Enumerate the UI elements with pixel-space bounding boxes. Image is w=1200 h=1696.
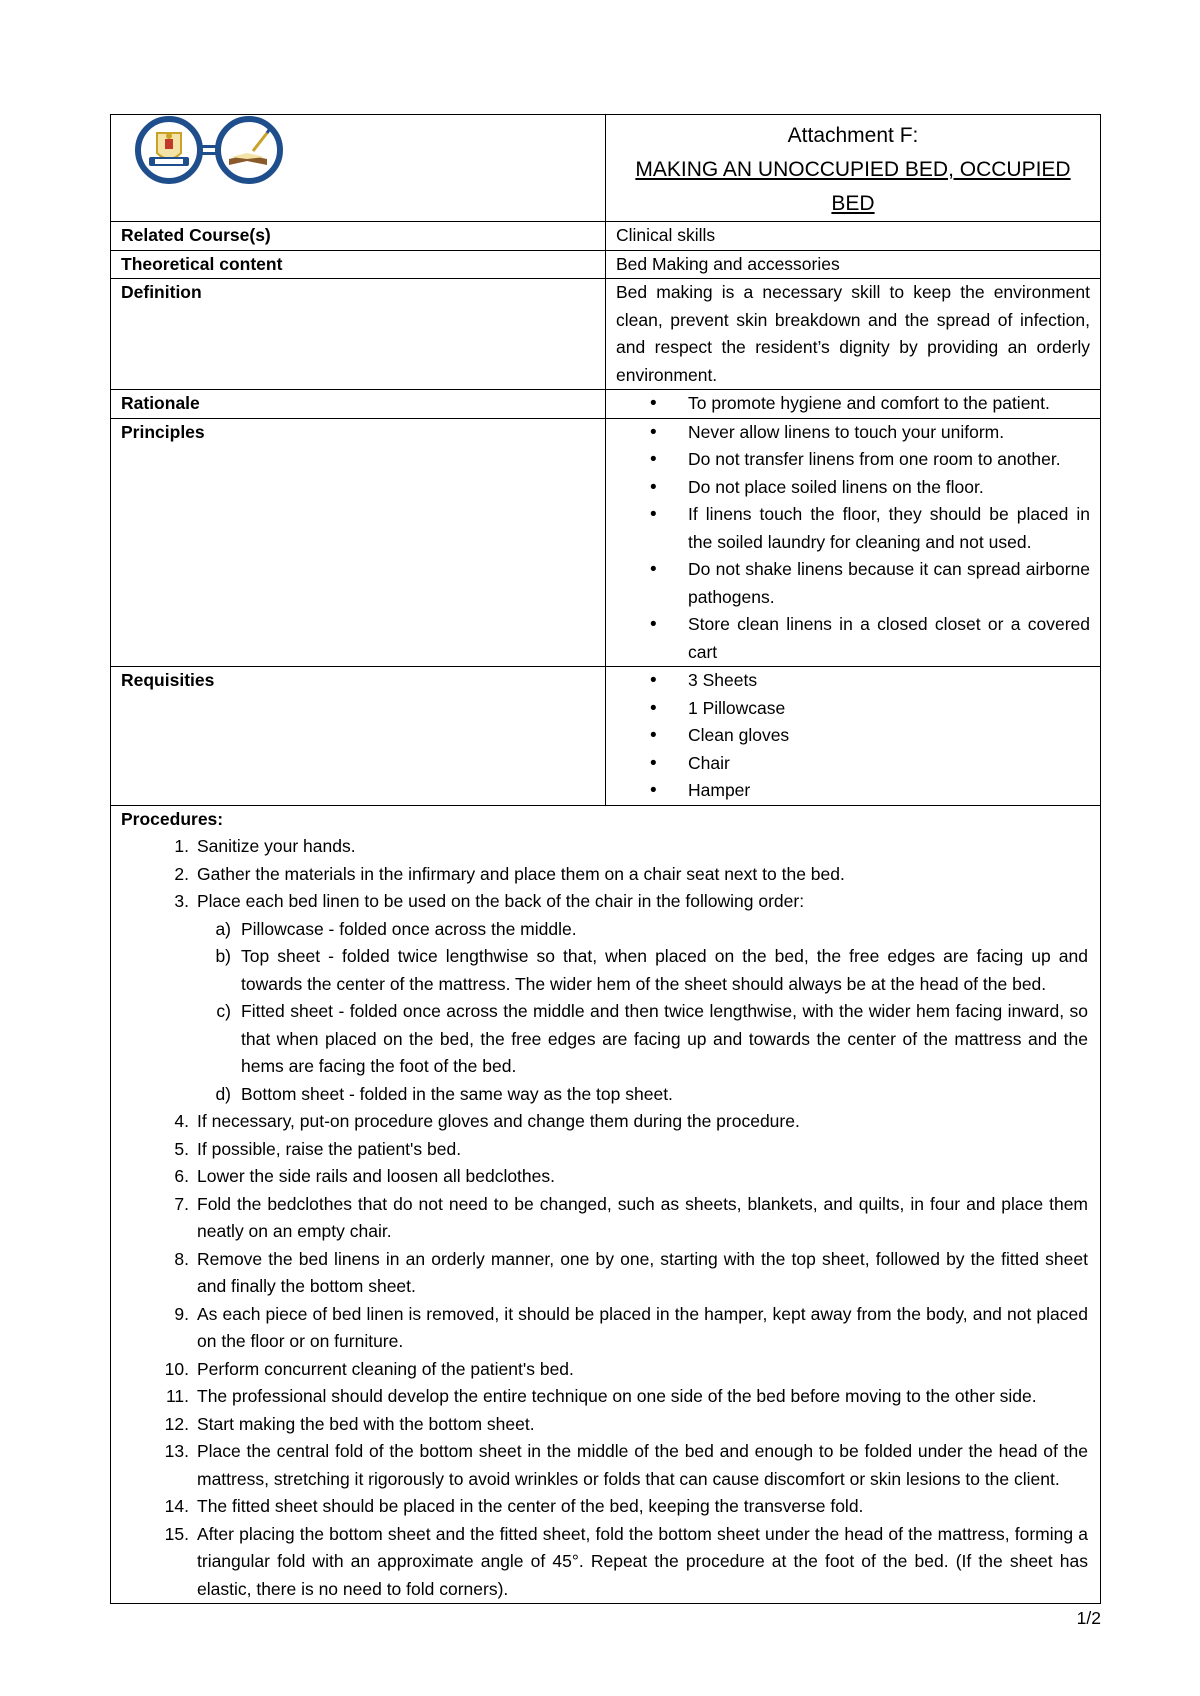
list-item: • Do not transfer linens from one room to another.	[650, 446, 1090, 474]
step-number: 13.	[164, 1441, 189, 1461]
step-number: 3.	[174, 891, 189, 911]
sub-step	[197, 998, 1088, 1081]
step-text: The fitted sheet should be placed in the center of the bed, keeping the transverse fold.	[197, 1496, 864, 1516]
step-number: 10.	[164, 1358, 189, 1379]
requisites-value	[606, 667, 1101, 806]
step-text: As each piece of bed linen is removed, it should be placed in the hamper, kept away from the body, and not placed on the floor or on furniture.	[197, 1303, 1088, 1351]
procedure-step	[121, 1493, 1088, 1521]
related-course-row	[111, 222, 1101, 251]
sub-step	[197, 916, 1088, 944]
definition-label: Definition	[111, 279, 606, 390]
requisites-list	[616, 667, 1090, 805]
list-item: • To promote hygiene and comfort to the patient.	[650, 390, 1090, 418]
procedure-step	[121, 1246, 1088, 1301]
logo-icon	[111, 115, 327, 186]
sub-step-text: Pillowcase - folded once across the middle.	[241, 918, 577, 939]
document-table	[110, 114, 1101, 1604]
step-number: 6.	[174, 1166, 189, 1186]
step-number: 2.	[174, 863, 189, 884]
list-item: • Do not place soiled linens on the floor.	[650, 474, 1090, 502]
related-course-value: Clinical skills	[606, 222, 1101, 251]
sub-step-letter: b)	[215, 946, 231, 966]
step-text: Lower the side rails and loosen all bedclothes.	[197, 1166, 555, 1186]
step-text: Start making the bed with the bottom sheet.	[197, 1413, 535, 1434]
step-text: Gather the materials in the infirmary and place them on a chair seat next to the bed.	[197, 863, 845, 884]
list-item: • Chair	[650, 750, 1090, 778]
procedure-step	[121, 1301, 1088, 1356]
step-number: 15.	[164, 1523, 189, 1544]
theoretical-content-value: Bed Making and accessories	[606, 250, 1101, 279]
list-item: • Never allow linens to touch your uniform.	[650, 419, 1090, 447]
sub-step-letter: a)	[215, 918, 231, 939]
definition-value: Bed making is a necessary skill to keep the environment clean, prevent skin breakdown and the spread of infection, and respect the resident’s dignity by providing an orderly environment.	[606, 279, 1101, 390]
sub-step-text: Top sheet - folded twice lengthwise so that, when placed on the bed, the free edges are facing up and towards the center of the mattress. The wider hem of the sheet should always be at the head of the bed.	[241, 946, 1088, 994]
title-cell	[606, 115, 1101, 222]
logo-cell	[111, 115, 606, 222]
list-item: • Clean gloves	[650, 722, 1090, 750]
procedure-step	[121, 1411, 1088, 1439]
header-row	[111, 115, 1101, 222]
procedure-step	[121, 1191, 1088, 1246]
procedure-step	[121, 1163, 1088, 1191]
health-emblem-logo	[138, 119, 200, 181]
rationale-row	[111, 390, 1101, 419]
principles-row	[111, 418, 1101, 667]
step-text: If possible, raise the patient's bed.	[197, 1138, 462, 1159]
list-item: • 1 Pillowcase	[650, 695, 1090, 723]
procedure-step	[121, 833, 1088, 861]
sub-step-letter: c)	[216, 1001, 231, 1021]
procedure-step	[121, 1356, 1088, 1384]
procedures-row	[111, 805, 1101, 1604]
list-item: • Store clean linens in a closed closet or a covered cart	[650, 611, 1090, 666]
rationale-value	[606, 390, 1101, 419]
sub-step-text: Bottom sheet - folded in the same way as the top sheet.	[241, 1083, 673, 1104]
list-item: • Do not shake linens because it can spread airborne pathogens.	[650, 556, 1090, 611]
step-text: After placing the bottom sheet and the fitted sheet, fold the bottom sheet under the head of the mattress, forming a triangular fold with an approximate angle of 45°. Repeat the procedure at the foot of the bed. (If the sheet has elastic, there is no need to fold corners).	[197, 1523, 1088, 1599]
step-text: Perform concurrent cleaning of the patient's bed.	[197, 1358, 574, 1379]
theoretical-content-label: Theoretical content	[111, 250, 606, 279]
sub-step-text: Fitted sheet - folded once across the middle and then twice lengthwise, with the wider hem facing inward, so that when placed on the bed, the free edges are facing up and towards the center of the mattress and the hems are facing the foot of the bed.	[241, 1001, 1088, 1076]
step-number: 11.	[165, 1386, 189, 1406]
step-number: 14.	[164, 1496, 189, 1516]
step-number: 5.	[174, 1138, 189, 1159]
step-text: If necessary, put-on procedure gloves and change them during the procedure.	[197, 1111, 800, 1131]
step-text: Sanitize your hands.	[197, 836, 356, 856]
list-item: • Hamper	[650, 777, 1090, 805]
theoretical-content-row	[111, 250, 1101, 279]
list-item: • 3 Sheets	[650, 667, 1090, 695]
education-book-logo	[218, 119, 280, 181]
rationale-label: Rationale	[111, 390, 606, 419]
step-number: 12.	[164, 1413, 189, 1434]
procedure-step	[121, 1108, 1088, 1136]
procedure-step	[121, 1521, 1088, 1604]
step-text: Place the central fold of the bottom sheet in the middle of the bed and enough to be folded under the head of the mattress, stretching it rigorously to avoid wrinkles or folds that can cause discomfort or skin lesions to the client.	[197, 1441, 1088, 1489]
step-text: Remove the bed linens in an orderly manner, one by one, starting with the top sheet, followed by the fitted sheet and finally the bottom sheet.	[197, 1248, 1088, 1296]
list-item: • If linens touch the floor, they should be placed in the soiled laundry for cleaning and not used.	[650, 501, 1090, 556]
step-number: 7.	[174, 1193, 189, 1214]
principles-value	[606, 418, 1101, 667]
step-text: Place each bed linen to be used on the back of the chair in the following order:	[197, 891, 805, 911]
procedures-cell	[111, 805, 1101, 1604]
sub-step-letter: d)	[215, 1083, 231, 1104]
principles-list	[616, 419, 1090, 667]
step-number: 4.	[174, 1111, 189, 1131]
requisites-row	[111, 667, 1101, 806]
principles-label: Principles	[111, 418, 606, 667]
procedure-step	[121, 1383, 1088, 1411]
procedure-step	[121, 1438, 1088, 1493]
sub-step	[197, 1081, 1088, 1109]
rationale-list	[616, 390, 1090, 418]
procedures-title: Procedures:	[121, 808, 224, 829]
procedure-step	[121, 861, 1088, 889]
step-number: 1.	[174, 836, 189, 856]
step-number: 8.	[174, 1248, 189, 1269]
related-course-label: Related Course(s)	[111, 222, 606, 251]
procedures-list	[121, 833, 1088, 1603]
document-title: Attachment F:	[787, 124, 919, 147]
definition-row	[111, 279, 1101, 390]
requisites-label: Requisities	[111, 667, 606, 806]
step-text: The professional should develop the entire technique on one side of the bed before moving to the other side.	[197, 1386, 1037, 1406]
document-subtitle: MAKING AN UNOCCUPIED BED, OCCUPIED BED	[635, 158, 1071, 215]
page-number: 1/2	[1076, 1608, 1101, 1628]
sub-step-list	[197, 916, 1088, 1109]
procedure-step	[121, 1136, 1088, 1164]
step-number: 9.	[174, 1303, 189, 1324]
step-text: Fold the bedclothes that do not need to be changed, such as sheets, blankets, and quilts, in four and place them neatly on an empty chair.	[197, 1193, 1088, 1241]
procedure-step	[121, 888, 1088, 1108]
sub-step	[197, 943, 1088, 998]
